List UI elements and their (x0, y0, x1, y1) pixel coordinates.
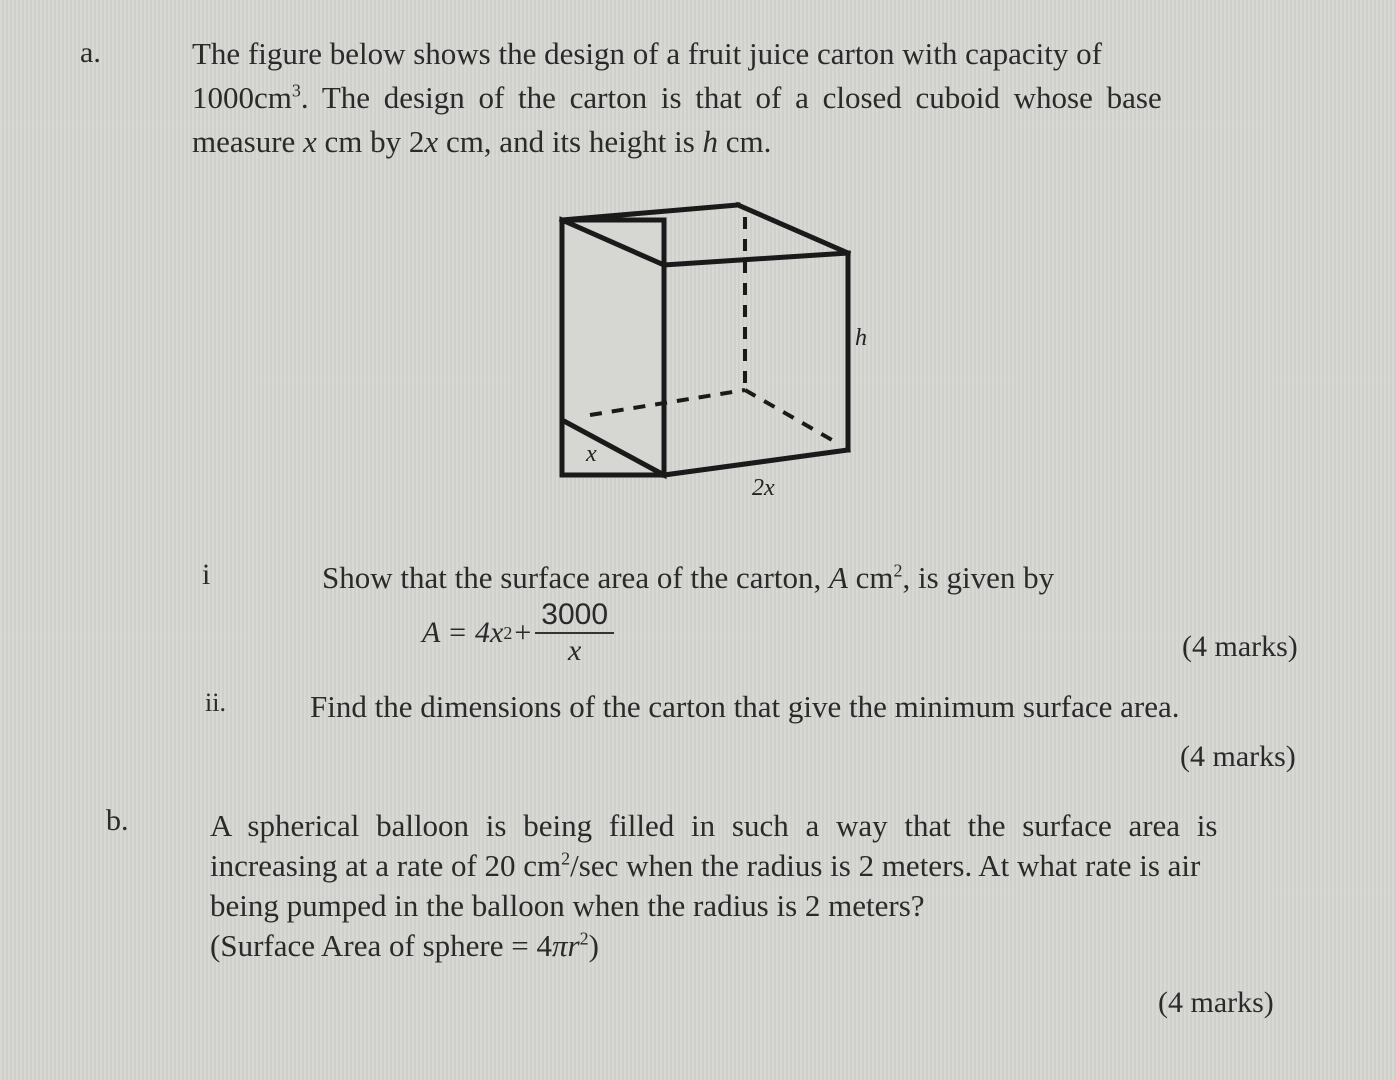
part-b-label: b. (106, 804, 129, 837)
cuboid-figure (540, 195, 880, 505)
cuboid-top-right-edge (664, 253, 848, 265)
q1-number: i (202, 558, 211, 591)
part-b-text (210, 806, 1320, 966)
part-a-label: a. (80, 36, 101, 69)
part-b-marks: (4 marks) (1158, 986, 1274, 1019)
cuboid-bottom-right-edge (664, 450, 848, 475)
formula-fraction: $\frac{3000}{x}$ (535, 598, 614, 668)
q1-formula: A = 4x 2 + $\frac{3000}{x}$ (422, 598, 614, 668)
intro-line-1: The figure below shows the design of a fruit juice carton with capacity of (192, 36, 1102, 71)
label-x: x (586, 441, 597, 467)
q1-text: Show that the surface area of the carton, A $cm^2$, is given by (322, 560, 1055, 595)
b-line-2: increasing at a rate of 20 $cm^2/\sec$ when the radius is 2 meters. At what rate is air (210, 848, 1201, 883)
part-a-intro (192, 32, 1352, 164)
label-2x: 2x (752, 475, 775, 501)
hidden-right-edge (745, 390, 832, 440)
q2-text: Find the dimensions of the carton that give the minimum surface area. (310, 689, 1180, 724)
b-line-1: A spherical balloon is being filled in such a way that the surface area is (210, 808, 1218, 843)
q1-marks: (4 marks) (1182, 630, 1298, 663)
label-h: h (855, 325, 867, 351)
intro-line-2: $1000cm^3$. The design of the carton is that of a closed cuboid whose base (192, 80, 1162, 115)
q2-marks: (4 marks) (1180, 740, 1296, 773)
b-line-3: being pumped in the balloon when the radius is 2 meters? (210, 888, 925, 923)
q2-number: ii. (205, 688, 226, 717)
formula-lhs: A = 4x (422, 616, 504, 649)
intro-line-3: measure x cm by 2x cm, and its height is h cm. (192, 124, 772, 159)
b-line-4: (Surface Area of sphere = $4\pi r^2$) (210, 928, 599, 963)
cuboid-top-back-edge (738, 205, 848, 253)
